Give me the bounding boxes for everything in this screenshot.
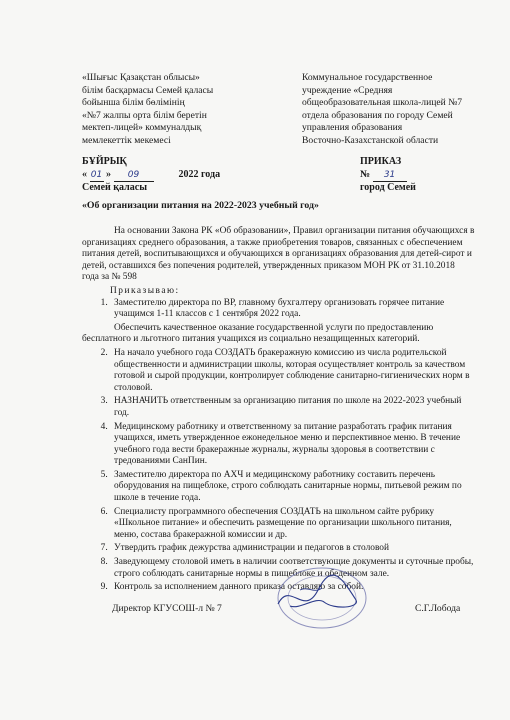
header-line: Коммунальное государственное	[302, 72, 433, 83]
order-city-kz: Семей қаласы	[82, 182, 147, 193]
document-body	[82, 226, 510, 596]
header-line: отдела образования по городу Семей	[302, 109, 453, 121]
order-block-kazakh	[82, 156, 220, 195]
order-block-russian	[360, 156, 416, 195]
director-name: С.Г.Лобода	[415, 603, 461, 614]
item1-extra-line: бесплатного и льготного питания учащихся из социально незащищенных категорий.	[82, 334, 420, 345]
order-title-kz: БҰЙРЫҚ	[82, 156, 127, 167]
order-item-line: 9. Контроль за исполнением данного приказа оставляю за собой.	[114, 582, 364, 593]
order-item-line: оборудования на пищеблоке, строго соблюдать санитарные нормы, питьевой режим по	[114, 481, 462, 492]
order-item-line: строго соблюдать санитарные нормы в пищеблоке и обеденном зале.	[114, 568, 390, 579]
order-number: 31	[373, 169, 407, 183]
preamble-line: детей, оставшихся без попечения родителей, утвержденных приказом МОН РК от 31.10.2018	[82, 260, 455, 271]
order-item-line: меню, состава бракеражной комиссии и др.	[114, 529, 288, 540]
order-item-line: тредованиями СанПин.	[114, 456, 208, 467]
order-item-line: 7. Утвердить график дежурства администрации и педагогов в столовой	[114, 543, 390, 554]
order-item	[110, 298, 510, 321]
prikazyvayu-heading: Приказываю:	[110, 285, 180, 296]
order-item-line: 5. Заместителю директора по АХЧ и медицинскому работнику составить перечень	[114, 469, 436, 480]
order-title-ru: ПРИКАЗ	[360, 156, 402, 167]
order-item	[110, 396, 510, 419]
order-city-ru: город Семей	[360, 182, 416, 193]
order-number-prefix: №	[360, 168, 371, 180]
preamble-line: На основании Закона РК «Об образовании», Правил организации питания обучающихся в	[114, 226, 475, 236]
order-month: 09	[114, 169, 154, 183]
order-item-line: год.	[114, 407, 130, 418]
item1-extra	[82, 323, 510, 346]
header-line: білім басқармасы Семей қаласы	[82, 84, 214, 96]
order-year: 2022 года	[178, 168, 221, 180]
order-item-line: общественности и администрации школы, которая осуществляет контроль за качеством	[114, 359, 466, 370]
order-items-list	[82, 298, 510, 594]
header-russian	[302, 72, 502, 148]
order-date-line: « 01 » 09 2022 года	[82, 169, 220, 183]
header-line: Восточно-Казахстанской области	[302, 134, 439, 146]
header-line: общеобразовательная школа-лицей №7	[302, 97, 463, 109]
preamble-line: года за № 598	[82, 272, 137, 283]
order-item-line: 4. Медицинскому работнику и ответственному за питание разработать график питания	[114, 421, 452, 432]
order-item-line: учащимся 1-11 классов с 1 сентября 2022 года.	[114, 309, 301, 320]
order-day: 01	[90, 169, 104, 183]
item1-extra-line: Обеспечить качественное оказание государственной услуги по предоставлению	[114, 322, 434, 333]
header-line: мектеп-лицей» коммуналдық	[82, 122, 202, 134]
order-item	[110, 507, 510, 542]
header-line: бойынша білім бөлімінің	[82, 97, 185, 109]
header-kazakh	[82, 72, 282, 148]
order-item-line: готовой и сырой продукции, контролирует соблюдение санитарно-гигиенических норм в	[114, 371, 470, 382]
order-item-line: школе в течение года.	[114, 493, 201, 504]
header-line: учреждение «Средняя	[302, 84, 393, 96]
order-item-line: 1. Заместителю директора по ВР, главному бухгалтеру организовать горячее питание	[114, 297, 445, 308]
header-line: «Шығыс Қазақстан облысы»	[82, 72, 200, 83]
order-item	[110, 348, 510, 394]
order-item-line: учебного года вести бракеражные журналы, журналы здоровья в соответствии с	[114, 444, 435, 455]
preamble-line: организациях среднего образования, а также приобретения товаров, связанных с обеспечением	[82, 237, 463, 248]
order-item-line: столовой.	[114, 382, 153, 393]
order-item-line: 3. НАЗНАЧИТЬ ответственным за организацию питания по школе на 2022-2023 учебный	[114, 396, 462, 407]
order-item	[110, 470, 510, 505]
order-item-line: 6. Специалисту программного обеспечения СОЗДАТЬ на школьном сайте рубрику	[114, 506, 435, 517]
order-item-line: 2. На начало учебного года СОЗДАТЬ бракеражную комиссию из числа родительской	[114, 347, 447, 358]
order-item-line: учащихся, иметь утвержденное ежонедельное меню и перспективное меню. В течение	[114, 433, 461, 444]
header-line: «№7 жалпы орта білім беретін	[82, 109, 207, 121]
preamble-line: питания детей, воспитывающихся и обучающихся в организациях образования для детей-сирот и	[82, 249, 472, 260]
order-item-line: «Школьное питание» и обеспечить размещение по организации школьного питания,	[114, 518, 452, 529]
order-item	[110, 422, 510, 468]
order-item-line: 8. Заведующему столовой иметь в наличии соответствующие документы и суточные пробы,	[114, 557, 474, 568]
header-line: управления образования	[302, 122, 403, 134]
order-item	[110, 543, 510, 555]
director-position: Директор КГУСОШ-л № 7	[112, 603, 222, 614]
signature-seal-icon	[260, 560, 380, 630]
document-title: «Об организации питания на 2022-2023 учебный год»	[82, 200, 319, 211]
header-line: мемлекеттік мекемесі	[82, 134, 171, 146]
order-number-line	[360, 169, 416, 183]
preamble	[82, 226, 510, 284]
